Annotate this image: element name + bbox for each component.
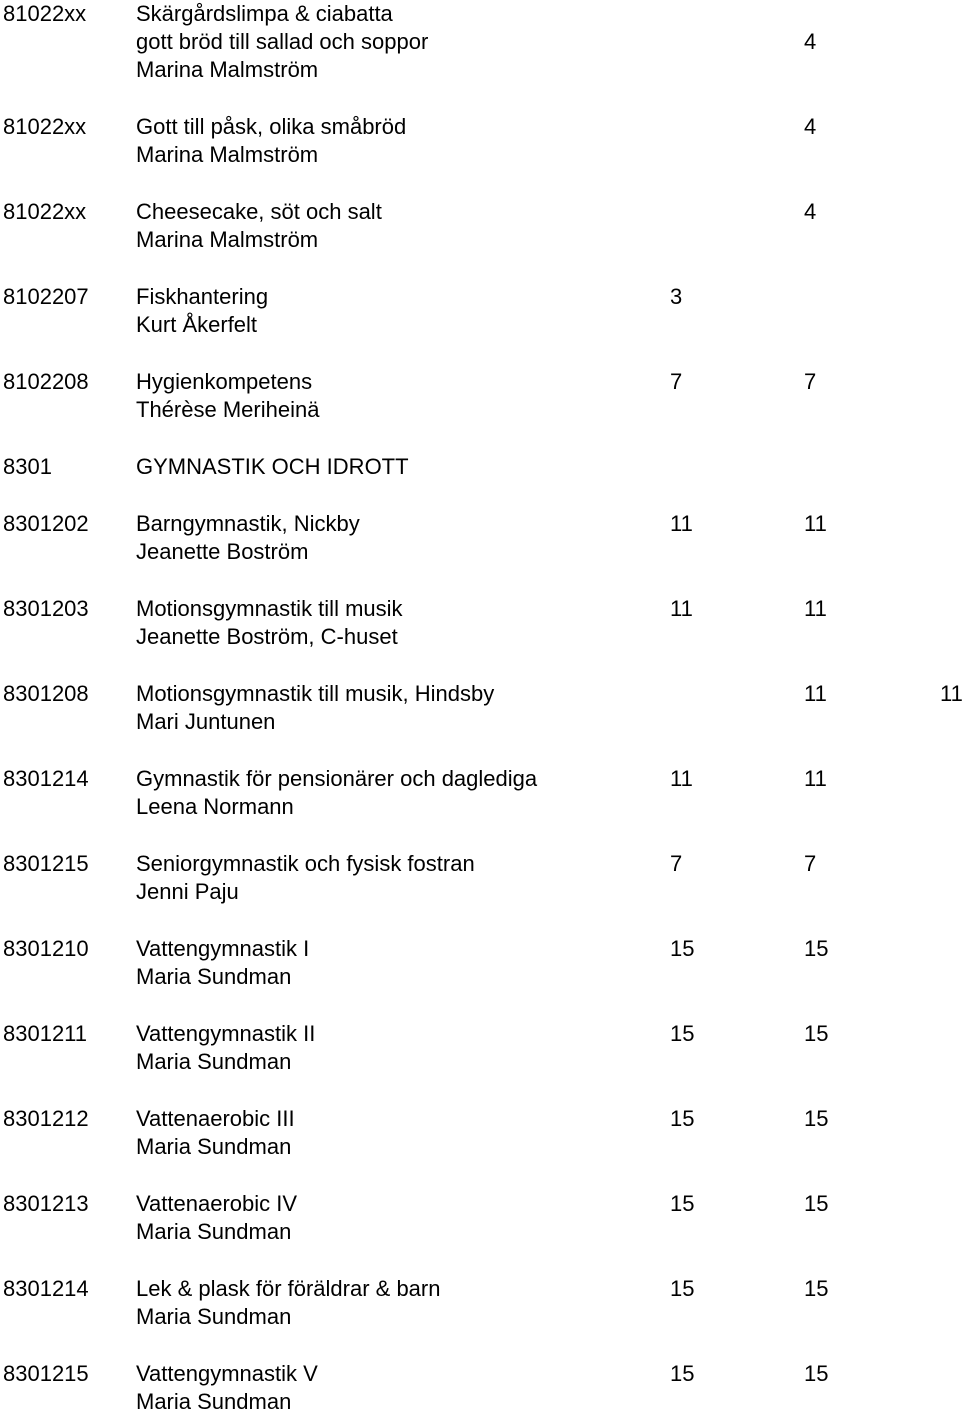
section-title: GYMNASTIK OCH IDROTT <box>136 454 409 479</box>
course-count-2: 11 <box>804 766 827 791</box>
section-code: 8301 <box>3 454 52 479</box>
course-count-1: 15 <box>670 1021 695 1046</box>
course-count-2: 15 <box>804 1276 829 1301</box>
course-count-2: 15 <box>804 1106 829 1131</box>
course-teacher: Marina Malmström <box>136 142 319 167</box>
course-title: Seniorgymnastik och fysisk fostran <box>136 851 475 876</box>
course-count-2: 4 <box>804 114 817 139</box>
course-code: 8301212 <box>3 1106 89 1131</box>
course-count-1: 3 <box>670 284 683 309</box>
course-count-2: 11 <box>804 596 827 621</box>
course-count-2: 11 <box>804 511 827 536</box>
course-count-3: 11 <box>940 681 963 706</box>
course-code: 8301210 <box>3 936 89 961</box>
course-count-1: 15 <box>670 1361 695 1386</box>
course-count-2: 11 <box>804 681 827 706</box>
course-title: Gymnastik för pensionärer och daglediga <box>136 766 538 791</box>
course-teacher: Jenni Paju <box>136 879 239 904</box>
course-title: Vattengymnastik I <box>136 936 310 961</box>
course-title: Barngymnastik, Nickby <box>136 511 360 536</box>
course-title: Vattengymnastik V <box>136 1361 318 1386</box>
course-teacher: Maria Sundman <box>136 1389 292 1414</box>
course-count-2: 4 <box>804 199 817 224</box>
course-count-1: 15 <box>670 936 695 961</box>
course-title: Vattengymnastik II <box>136 1021 316 1046</box>
course-code: 81022xx <box>3 199 87 224</box>
course-title: Cheesecake, söt och salt <box>136 199 382 224</box>
course-code: 8301203 <box>3 596 89 621</box>
course-subtitle: gott bröd till sallad och soppor <box>136 29 429 54</box>
course-count-1: 11 <box>670 596 693 621</box>
course-teacher: Maria Sundman <box>136 1219 292 1244</box>
course-code: 8301215 <box>3 1361 89 1386</box>
course-title: Skärgårdslimpa & ciabatta <box>136 1 393 26</box>
course-code: 8102208 <box>3 369 89 394</box>
course-code: 8301214 <box>3 1276 89 1301</box>
course-count-1: 15 <box>670 1106 695 1131</box>
course-teacher: Jeanette Boström, C-huset <box>136 624 398 649</box>
course-count-2: 7 <box>804 369 817 394</box>
course-teacher: Marina Malmström <box>136 227 319 252</box>
course-code: 81022xx <box>3 114 87 139</box>
course-teacher: Maria Sundman <box>136 1049 292 1074</box>
course-teacher: Maria Sundman <box>136 1134 292 1159</box>
course-title: Vattenaerobic IV <box>136 1191 298 1216</box>
course-title: Lek & plask för föräldrar & barn <box>136 1276 441 1301</box>
course-teacher: Leena Normann <box>136 794 294 819</box>
course-code: 8301211 <box>3 1021 88 1046</box>
course-count-2: 15 <box>804 1191 829 1216</box>
course-count-1: 15 <box>670 1276 695 1301</box>
course-title: Gott till påsk, olika småbröd <box>136 114 407 139</box>
course-title: Hygienkompetens <box>136 369 313 394</box>
course-title: Vattenaerobic III <box>136 1106 295 1131</box>
course-count-1: 15 <box>670 1191 695 1216</box>
course-title: Motionsgymnastik till musik <box>136 596 403 621</box>
course-count-1: 7 <box>670 369 683 394</box>
course-count-2: 15 <box>804 936 829 961</box>
course-code: 81022xx <box>3 1 87 26</box>
course-code: 8102207 <box>3 284 89 309</box>
course-count-2: 15 <box>804 1021 829 1046</box>
course-title: Motionsgymnastik till musik, Hindsby <box>136 681 495 706</box>
course-code: 8301215 <box>3 851 89 876</box>
course-count-1: 11 <box>670 766 693 791</box>
course-count-2: 15 <box>804 1361 829 1386</box>
course-code: 8301202 <box>3 511 89 536</box>
course-teacher: Kurt Åkerfelt <box>136 312 258 337</box>
course-teacher: Mari Juntunen <box>136 709 276 734</box>
course-count-2: 7 <box>804 851 817 876</box>
course-code: 8301214 <box>3 766 89 791</box>
course-count-1: 7 <box>670 851 683 876</box>
course-count-1: 11 <box>670 511 693 536</box>
course-title: Fiskhantering <box>136 284 269 309</box>
course-code: 8301213 <box>3 1191 89 1216</box>
course-teacher: Maria Sundman <box>136 1304 292 1329</box>
course-teacher: Jeanette Boström <box>136 539 309 564</box>
course-code: 8301208 <box>3 681 89 706</box>
course-teacher: Thérèse Meriheinä <box>136 397 320 422</box>
course-count-2: 4 <box>804 29 817 54</box>
course-teacher: Maria Sundman <box>136 964 292 989</box>
course-teacher: Marina Malmström <box>136 57 319 82</box>
